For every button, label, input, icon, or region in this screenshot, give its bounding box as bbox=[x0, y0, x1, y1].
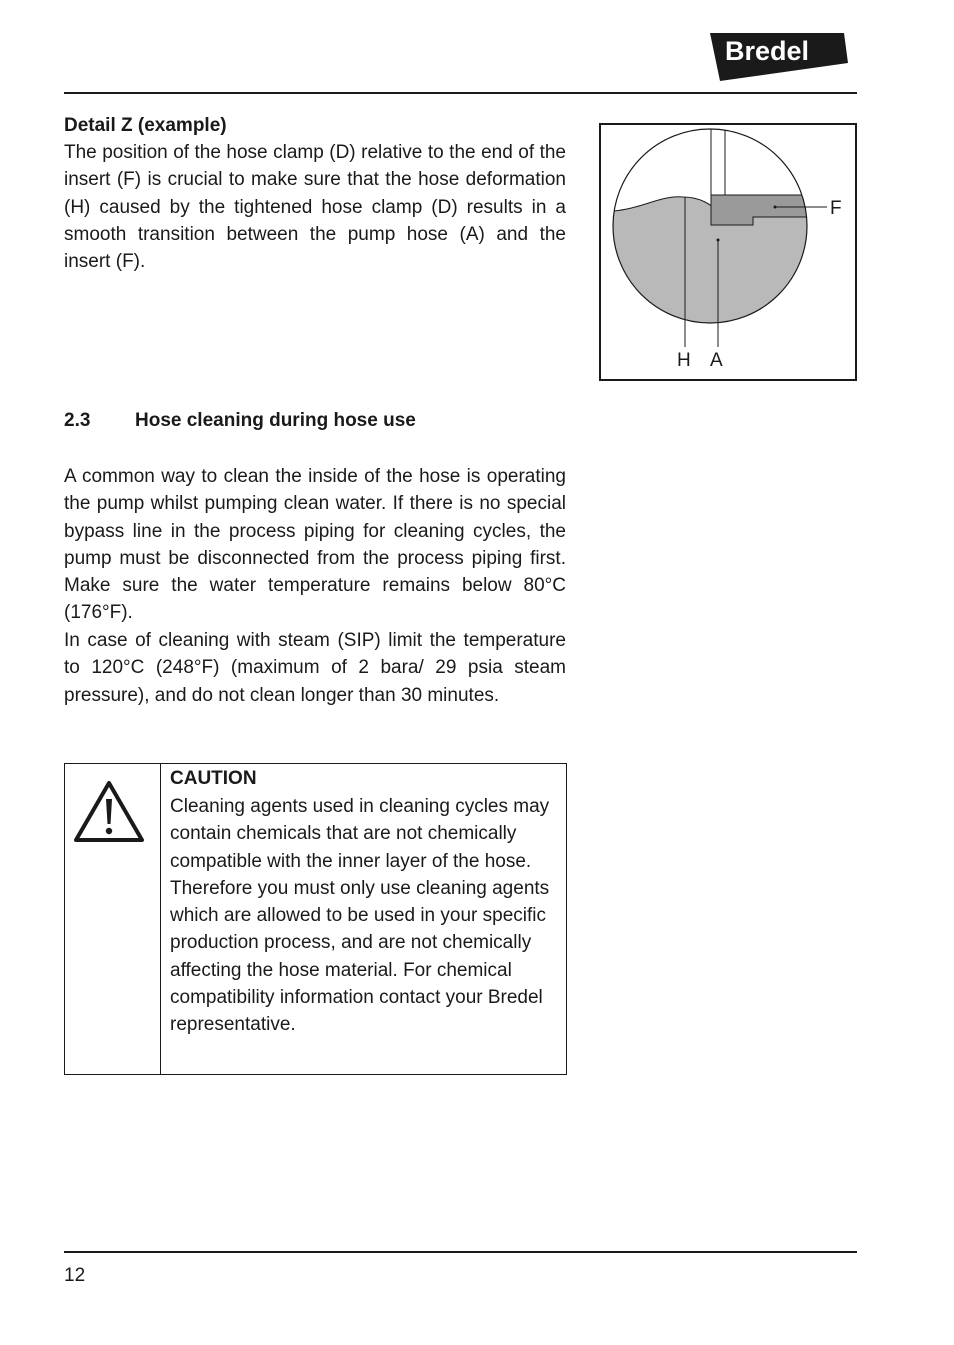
caution-text: Cleaning agents used in cleaning cycles may contain chemicals that are not chemically compatible with the inner layer of the hose. Therefore you must only use cleaning agents which are allowed to be used in your specific production process, and are not chemically affecting the hose material. For chemical compatibility information contact your Bredel representative. bbox=[170, 796, 550, 1036]
footer-rule bbox=[64, 1251, 857, 1253]
caution-icon-cell bbox=[65, 764, 161, 1074]
svg-text:Bredel: Bredel bbox=[725, 36, 810, 66]
section-number: 2.3 bbox=[64, 410, 91, 431]
bredel-logo bbox=[708, 31, 850, 83]
detail-paragraph: The position of the hose clamp (D) relative to the end of the insert (F) is crucial to make sure that the hose deformation (H) caused by the tightened hose clamp (D) results in a smooth transition between the pump hose (A) and the insert (F). bbox=[64, 142, 566, 273]
caution-box bbox=[64, 763, 567, 1075]
cleaning-paragraph-1: A common way to clean the inside of the hose is operating the pump whilst pumping clean water. If there is no special bypass line in the process piping for cleaning cycles, the pump must be disconnected from the process piping first. Make sure the water temperature remains below 80°C (176°F). bbox=[64, 466, 566, 624]
hose-region bbox=[601, 197, 811, 379]
section-title: Hose cleaning during hose use bbox=[135, 410, 416, 431]
header-rule bbox=[64, 92, 857, 94]
warning-triangle-icon bbox=[73, 779, 145, 843]
cleaning-paragraph-2: In case of cleaning with steam (SIP) limit the temperature to 120°C (248°F) (maximum of 2 bara/ 29 psia steam pressure), and do not clean longer than 30 minutes. bbox=[64, 630, 566, 706]
detail-heading: Detail Z (example) bbox=[64, 115, 227, 136]
figure-label-f: F bbox=[830, 198, 842, 219]
caution-title: CAUTION bbox=[170, 768, 257, 789]
detail-z-figure bbox=[599, 123, 857, 381]
figure-label-h: H bbox=[677, 350, 691, 371]
figure-label-a: A bbox=[710, 350, 723, 371]
page-number: 12 bbox=[64, 1265, 86, 1286]
